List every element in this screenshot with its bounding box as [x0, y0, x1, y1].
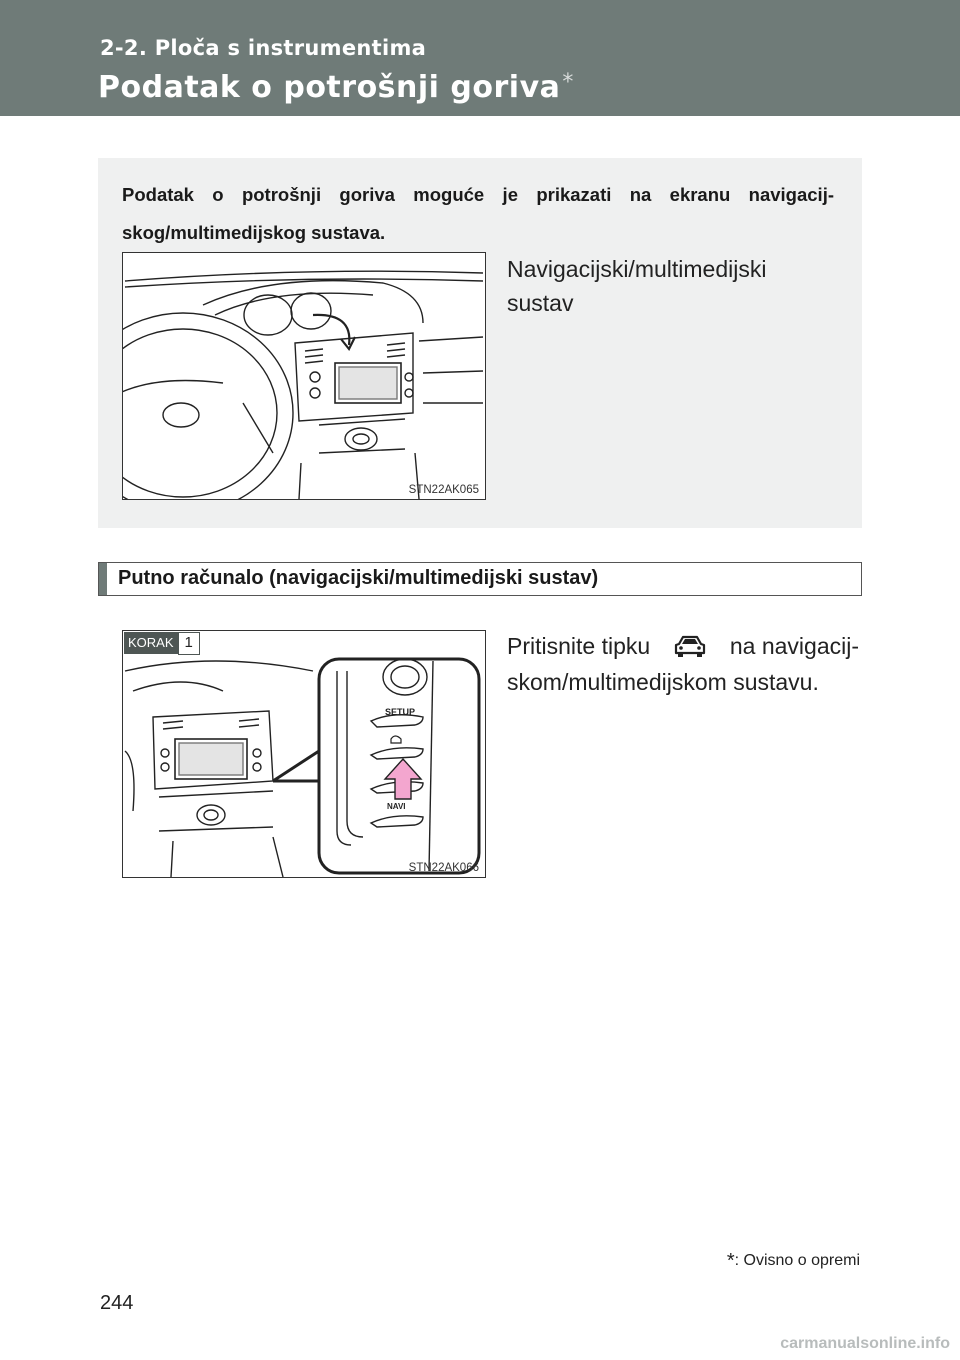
figure-code-1: STN22AK065 [408, 484, 479, 496]
car-icon [673, 634, 707, 658]
page-header [0, 0, 960, 116]
callout-navigation-system: Navigacijski/multimedijski sustav [507, 256, 767, 316]
step-label: KORAK [124, 632, 178, 654]
watermark: carmanualsonline.info [780, 1335, 950, 1352]
title-asterisk: * [562, 70, 574, 95]
dashboard-drawing [123, 253, 485, 499]
subsection-header [98, 562, 862, 596]
highlight-arrow [385, 759, 421, 799]
step-text-before: Pritisnite tipku [507, 633, 651, 659]
footnote-text: : Ovisno o opremi [734, 1252, 860, 1269]
page-title-text: Podatak o potrošnji goriva [98, 70, 561, 105]
dashboard-illustration [122, 252, 486, 500]
page-number: 244 [100, 1292, 134, 1314]
intro-text: Podatak o potrošnji goriva moguće je prikazati na ekranu navigacij-skog/multimedijskog sustava. [122, 184, 834, 243]
figure-code-2: STN22AK066 [408, 862, 479, 874]
footnote-asterisk: * [726, 1250, 735, 1272]
console-drawing [123, 631, 485, 877]
step-badge [124, 632, 200, 654]
page-title [98, 70, 574, 105]
subsection-bar [99, 563, 107, 595]
step-number: 1 [178, 632, 200, 655]
step-instruction [507, 628, 859, 700]
step-instruction-line1 [507, 628, 859, 664]
footnote [727, 1250, 860, 1273]
setup-button-label: SETUP [385, 707, 416, 717]
console-illustration [122, 630, 486, 878]
step-instruction-line2: skom/multimedijskom sustavu. [507, 669, 819, 695]
step-text-after: na navigacij- [729, 633, 859, 659]
section-title: 2-2. Ploča s instrumentima [100, 36, 427, 60]
subsection-title: Putno računalo (navigacijski/multimedijski sustav) [118, 567, 599, 589]
navi-button-label: NAVI [387, 802, 406, 811]
